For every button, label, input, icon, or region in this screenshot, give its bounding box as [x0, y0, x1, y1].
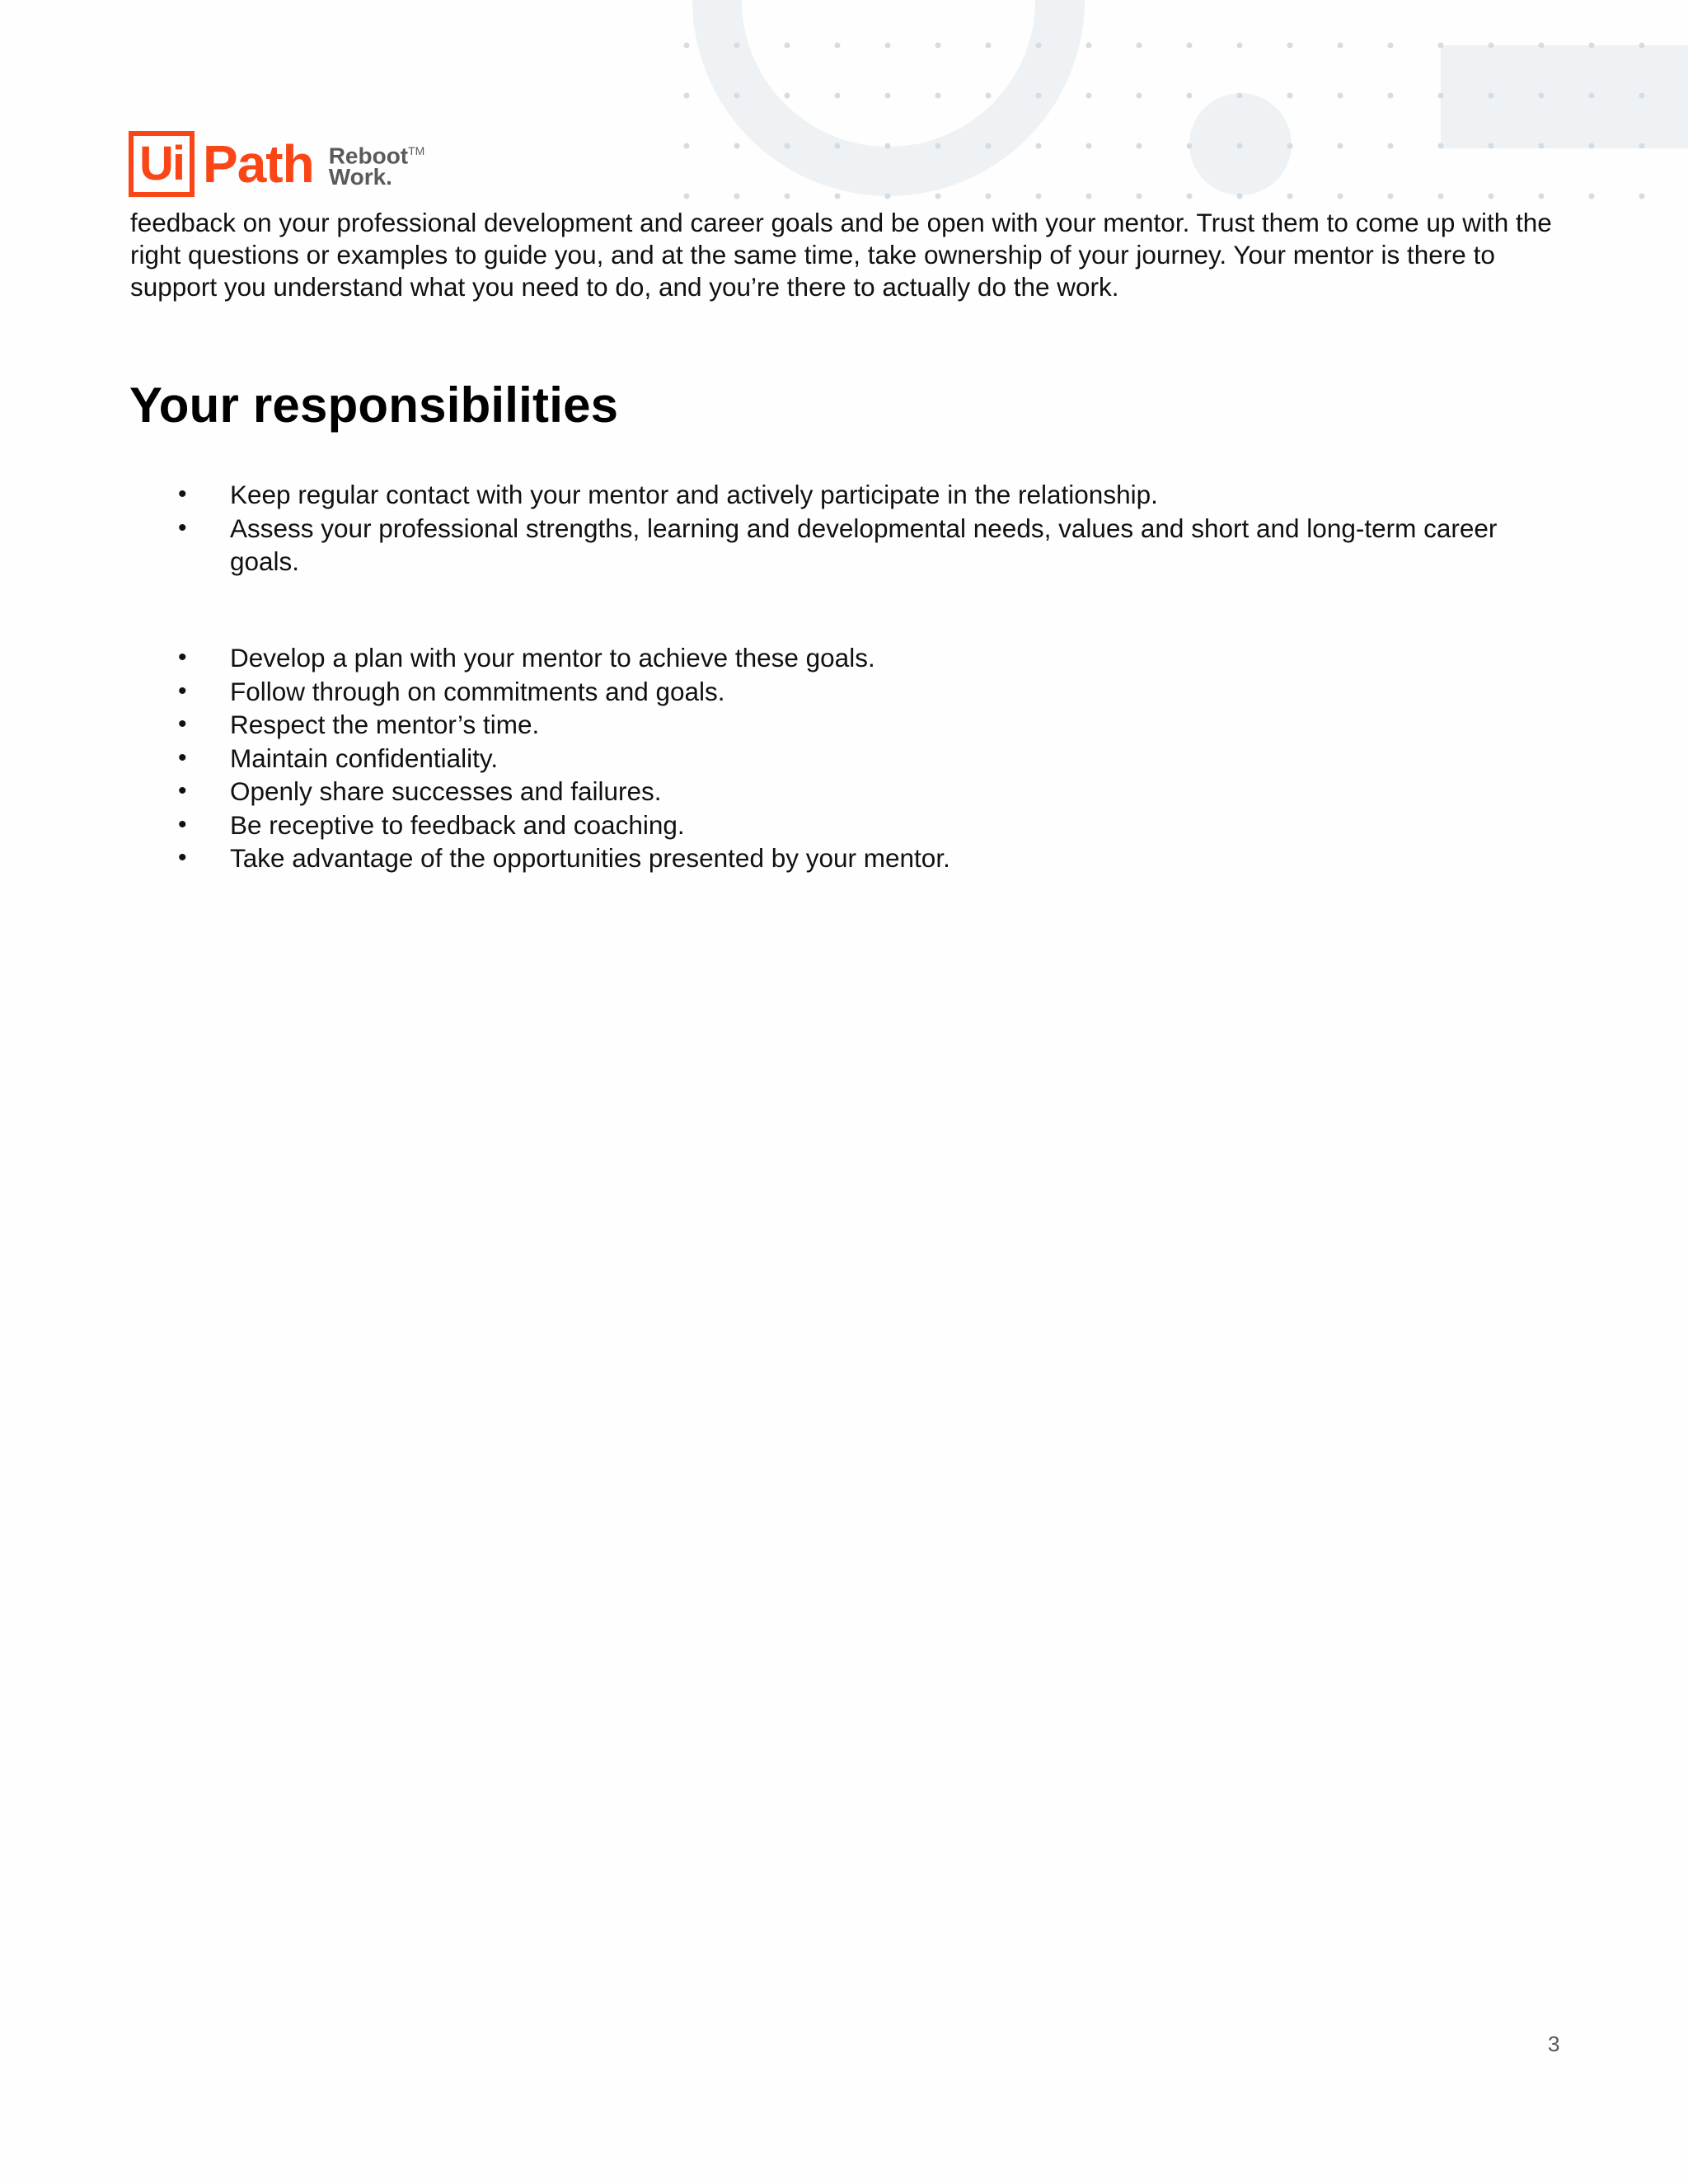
decor-dot: [1639, 143, 1645, 149]
decor-dot: [1237, 43, 1243, 49]
decor-dot: [1388, 43, 1394, 49]
decor-dot: [1137, 43, 1142, 49]
decor-dot: [1086, 143, 1092, 149]
decor-dot: [684, 93, 690, 99]
decor-dot: [885, 194, 891, 199]
list-item: [130, 841, 1531, 875]
decor-dot: [835, 93, 841, 99]
decor-dot: [1036, 43, 1042, 49]
decor-dot: [734, 43, 740, 49]
decor-dot: [785, 143, 790, 149]
list-item: [130, 775, 1531, 808]
list-item: [130, 478, 1531, 512]
responsibilities-list-1: [130, 478, 1531, 579]
tagline-tm: TM: [408, 143, 425, 157]
decor-dot: [1237, 143, 1243, 149]
decor-dot: [785, 194, 790, 199]
intro-paragraph: feedback on your professional development and career goals and be open with your mentor. Trust them to come up with the right questions or examples to guide you, and at the same time, take ownership of your journey. Your mentor is there to support you understand what you need to do, and you’re there to actually do the work.: [130, 208, 1552, 302]
section-heading: Your responsibilities: [129, 377, 619, 433]
decor-dot: [1338, 194, 1343, 199]
decor-dot: [1137, 194, 1142, 199]
decor-dot: [1589, 43, 1595, 49]
decor-dot: [734, 93, 740, 99]
decor-dot: [1589, 194, 1595, 199]
decor-dot: [734, 143, 740, 149]
decor-dot: [1589, 143, 1595, 149]
decor-dot: [1036, 93, 1042, 99]
decor-dot: [1539, 43, 1545, 49]
logo-box: Ui: [129, 131, 195, 197]
decor-dot: [1187, 43, 1193, 49]
decor-dot: [1489, 194, 1494, 199]
decor-dot: [1639, 194, 1645, 199]
list-item: [130, 708, 1531, 742]
decor-dot: [1639, 43, 1645, 49]
decor-dot: [935, 43, 941, 49]
decor-dot: [986, 143, 992, 149]
list-item-text: Respect the mentor’s time.: [230, 710, 540, 739]
decor-dot: [1287, 93, 1293, 99]
decor-dot: [1438, 143, 1444, 149]
decor-dot: [1187, 194, 1193, 199]
decor-dot: [1539, 93, 1545, 99]
logo-tagline: [329, 140, 425, 188]
list-item-text: Follow through on commitments and goals.: [230, 676, 725, 706]
decor-dot: [885, 143, 891, 149]
bullet-icon: •: [178, 810, 187, 838]
bullet-icon: •: [178, 710, 187, 738]
decor-dot: [734, 194, 740, 199]
uipath-logo: [129, 127, 424, 201]
bullet-icon: •: [178, 480, 187, 508]
decor-dot: [684, 143, 690, 149]
list-item-text: Assess your professional strengths, learning and developmental needs, values and short and long-term career goals.: [230, 513, 1498, 576]
decor-dot: [1438, 93, 1444, 99]
list-item: [130, 675, 1531, 709]
decor-dot: [835, 143, 841, 149]
decor-dot: [1388, 93, 1394, 99]
decor-dot: [1287, 194, 1293, 199]
decor-dot: [1388, 194, 1394, 199]
bullet-icon: •: [178, 743, 187, 771]
decor-dot: [986, 93, 992, 99]
decor-dot: [1438, 194, 1444, 199]
decor-dot: [1036, 143, 1042, 149]
page-number: 3: [1548, 2032, 1560, 2056]
decor-dot: [1086, 43, 1092, 49]
bullet-icon: •: [178, 677, 187, 705]
decor-dot: [1489, 43, 1494, 49]
list-item-text: Openly share successes and failures.: [230, 776, 662, 806]
list-item: [130, 641, 1531, 675]
decor-dot: [684, 194, 690, 199]
decor-dot: [1237, 93, 1243, 99]
responsibilities-list-2: [130, 641, 1531, 875]
decor-dot: [1086, 194, 1092, 199]
decor-dot: [1489, 93, 1494, 99]
bullet-icon: •: [178, 644, 187, 671]
decor-dot: [885, 43, 891, 49]
decor-dot: [1036, 194, 1042, 199]
bullet-icon: •: [178, 513, 187, 541]
list-item-text: Take advantage of the opportunities presented by your mentor.: [230, 843, 950, 873]
bullet-icon: •: [178, 777, 187, 804]
decor-dot: [835, 43, 841, 49]
decor-dot: [986, 194, 992, 199]
decor-dot: [1137, 143, 1142, 149]
decor-dot: [1539, 194, 1545, 199]
decor-dot: [1639, 93, 1645, 99]
decor-dot: [1338, 93, 1343, 99]
list-item-text: Keep regular contact with your mentor and actively participate in the relationship.: [230, 480, 1158, 509]
list-item-text: Maintain confidentiality.: [230, 743, 499, 773]
list-item-text: Develop a plan with your mentor to achieve these goals.: [230, 643, 875, 673]
decor-dot: [1388, 143, 1394, 149]
decor-dot: [1438, 43, 1444, 49]
tagline-work: Work.: [328, 164, 392, 190]
decor-dot: [1539, 143, 1545, 149]
tagline-reboot: Reboot: [328, 143, 409, 169]
decor-dot: [1338, 43, 1343, 49]
decor-dot: [986, 43, 992, 49]
decor-dot: [835, 194, 841, 199]
list-item: [130, 742, 1531, 776]
decor-dot: [1187, 143, 1193, 149]
logo-wordmark: Path: [203, 134, 314, 194]
decor-dot: [1187, 93, 1193, 99]
list-item: [130, 512, 1531, 579]
decor-dot: [885, 93, 891, 99]
decor-dot: [1237, 194, 1243, 199]
decor-dot: [1589, 93, 1595, 99]
decor-dot: [935, 93, 941, 99]
decor-dot: [1287, 143, 1293, 149]
list-item-text: Be receptive to feedback and coaching.: [230, 809, 685, 840]
decor-dot: [1489, 143, 1494, 149]
decor-dot: [935, 194, 941, 199]
decor-dot: [1338, 143, 1343, 149]
bullet-icon: •: [178, 844, 187, 871]
decor-dot: [1287, 43, 1293, 49]
list-item: [130, 808, 1531, 842]
decor-dot: [785, 93, 790, 99]
decor-dot: [935, 143, 941, 149]
decor-dot: [785, 43, 790, 49]
decor-dot: [1137, 93, 1142, 99]
decor-dot: [1086, 93, 1092, 99]
decor-dot: [684, 43, 690, 49]
